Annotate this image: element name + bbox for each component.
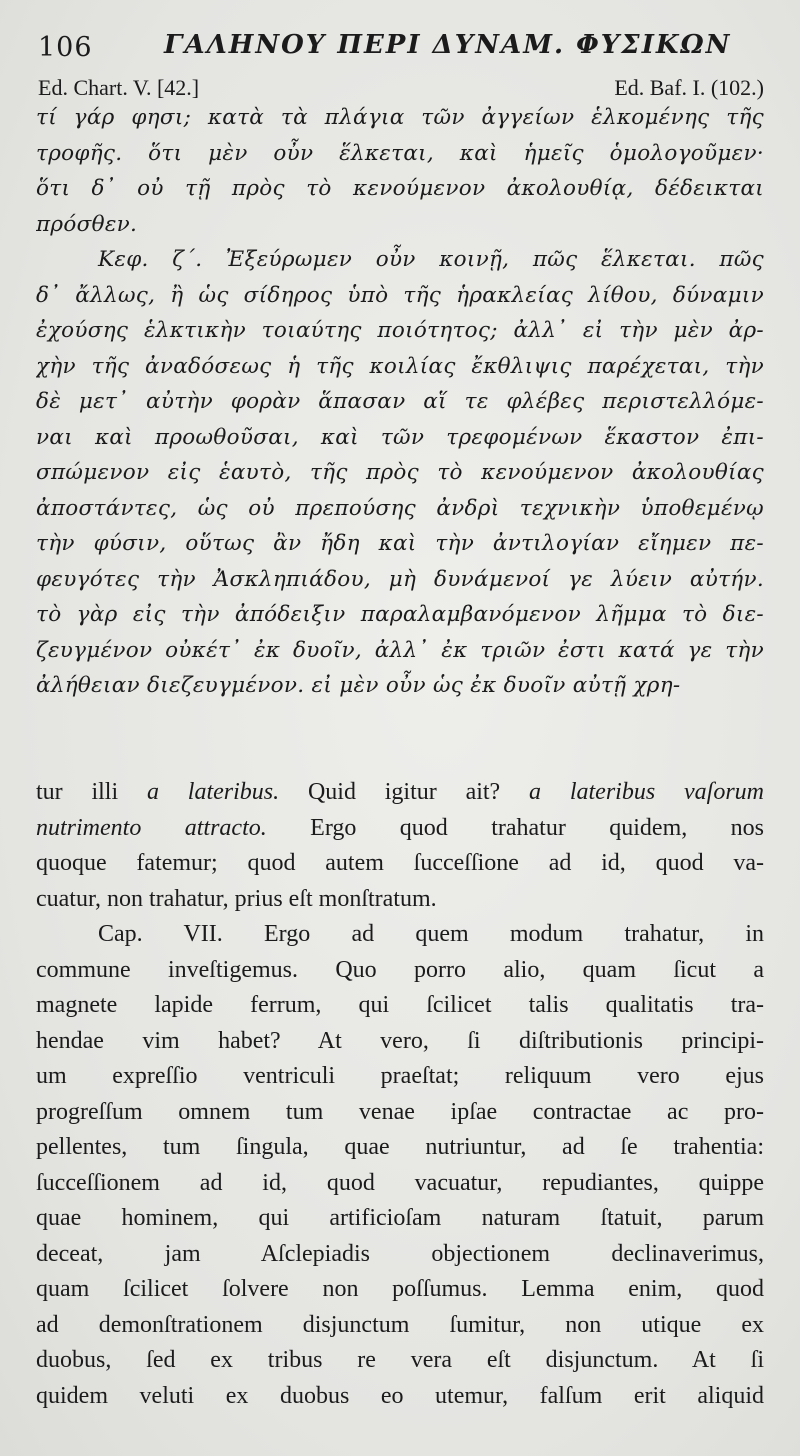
greek-text-line: δ᾽ ἄλλως, ἢ ὡς σίδηρος ὑπὸ τῆς ἡρακλείας λίθου, δύναμιν	[36, 282, 764, 308]
text-run: quae hominem, qui artificioſam naturam ſtatuit, parum	[36, 1205, 764, 1231]
text-run: progreſſum omnem tum venae ipſae contractae ac pro-	[36, 1098, 764, 1125]
italic-text-run: a lateribus vaſorum	[529, 779, 764, 805]
text-run: deceat, jam Aſclepiadis objectionem declinaverimus,	[36, 1240, 764, 1267]
greek-text-line: δὲ μετ᾽ αὐτὴν φορὰν ἅπασαν αἵ τε φλέβες περιστελλόμε-	[36, 389, 764, 414]
greek-text-line: ναι καὶ προωθοῦσαι, καὶ τῶν τρεφομένων ἕκαστον ἐπι-	[36, 424, 764, 450]
greek-text-line: ἀλήθειαν διεζευγμένον. εἰ μὲν οὖν ὡς ἐκ δυοῖν αὐτῇ χρη-	[36, 673, 681, 698]
running-title: ΓΑΛΗΝΟΥ ΠΕΡΙ ΔΥΝΑΜ. ΦΥΣΙΚΩΝ	[164, 30, 732, 60]
text-run: quoque fatemur; quod autem ſucceſſione ad id, quod va-	[36, 850, 764, 876]
greek-text-line: πρόσθεν.	[36, 211, 138, 237]
text-run: Quid igitur ait?	[279, 779, 530, 805]
text-run: um expreſſio ventriculi praeſtat; reliquum vero ejus	[36, 1063, 764, 1089]
latin-text-line	[36, 846, 764, 882]
latin-text-line	[36, 917, 764, 953]
greek-text-line: τὸ γὰρ εἰς τὴν ἀπόδειξιν παραλαμβανόμενον λῆμμα τὸ διε-	[36, 602, 764, 627]
latin-text-line	[36, 1095, 764, 1131]
italic-text-run: nutrimento attracto.	[36, 814, 267, 841]
greek-text-line: ζευγμένον οὐκέτ᾽ ἐκ δυοῖν, ἀλλ᾽ ἐκ τριῶν ἐστι κατά γε τὴν	[36, 637, 764, 663]
greek-text-line: σπώμενον εἰς ἑαυτὸ, τῆς πρὸς τὸ κενούμενον ἀκολουθίας	[36, 460, 764, 485]
latin-text-line	[36, 1272, 764, 1308]
text-run: ad demonſtrationem disjunctum ſumitur, non utique ex	[36, 1311, 764, 1338]
greek-text-line: τὴν φύσιν, οὕτως ἂν ἤδη καὶ τὴν ἀντιλογίαν εἴημεν πε-	[36, 531, 764, 556]
greek-text-line: Κεφ. ζ΄. Ἐξεύρωμεν οὖν κοινῇ, πῶς ἕλκεται. πῶς	[98, 247, 764, 272]
latin-text-line	[36, 1059, 764, 1095]
latin-text-line	[36, 1237, 764, 1273]
greek-text-line: τροφῆς. ὅτι μὲν οὖν ἕλκεται, καὶ ἡμεῖς ὁμολογοῦμεν·	[36, 140, 764, 166]
latin-text-line	[36, 988, 764, 1024]
edition-reference-right: Ed. Baf. I. (102.)	[614, 75, 764, 100]
text-run: ſucceſſionem ad id, quod vacuatur, repudiantes, quippe	[36, 1169, 764, 1196]
latin-text-block	[36, 775, 764, 1414]
text-run: tur illi	[36, 779, 147, 805]
latin-text-line	[36, 1343, 764, 1379]
text-run: quidem veluti ex duobus eo utemur, falſum erit aliquid	[36, 1382, 764, 1409]
latin-text-line	[36, 1024, 764, 1060]
page-number: 106	[38, 32, 93, 63]
text-run: commune inveſtigemus. Quo porro alio, quam ſicut a	[36, 956, 764, 983]
latin-text-line	[36, 811, 764, 847]
text-run: Ergo quod trahatur quidem, nos	[266, 814, 764, 841]
latin-text-line	[36, 953, 764, 989]
text-run: magnete lapide ferrum, qui ſcilicet talis qualitatis tra-	[36, 992, 764, 1018]
text-run: Cap. VII. Ergo ad quem modum trahatur, in	[98, 921, 764, 947]
text-run: cuatur, non trahatur, prius eſt monſtratum.	[36, 885, 437, 912]
greek-text-line: ἐχούσης ἑλκτικὴν τοιαύτης ποιότητος; ἀλλ᾽ εἰ τὴν μὲν ἀρ-	[36, 318, 764, 343]
edition-reference-left: Ed. Chart. V. [42.]	[38, 75, 200, 100]
greek-text-line: ἀποστάντες, ὡς οὐ πρεπούσης ἀνδρὶ τεχνικὴν ὑποθεμένῳ	[36, 495, 764, 521]
greek-text-block	[36, 100, 764, 704]
latin-text-line	[36, 1201, 764, 1237]
latin-text-line	[36, 1379, 764, 1415]
greek-text-line: φευγότες τὴν Ἀσκληπιάδου, μὴ δυνάμενοί γε λύειν αὐτήν.	[36, 566, 764, 592]
latin-text-line	[36, 1130, 764, 1166]
text-run: hendae vim habet? At vero, ſi diſtributionis principi-	[36, 1027, 764, 1054]
latin-text-line	[36, 882, 764, 918]
latin-text-line	[36, 1308, 764, 1344]
greek-text-line: ὅτι δ᾽ οὐ τῇ πρὸς τὸ κενούμενον ἀκολουθίᾳ, δέδεικται	[36, 176, 764, 201]
greek-text-line: τί γάρ φησι; κατὰ τὰ πλάγια τῶν ἀγγείων ἑλκομένης τῆς	[36, 105, 764, 130]
latin-text-line	[36, 775, 764, 811]
text-run: quam ſcilicet ſolvere non poſſumus. Lemma enim, quod	[36, 1276, 764, 1302]
text-run: pellentes, tum ſingula, quae nutriuntur, ad ſe trahentia:	[36, 1134, 764, 1160]
greek-text-line: χὴν τῆς ἀναδόσεως ἡ τῆς κοιλίας ἔκθλιψις παρέχεται, τὴν	[36, 353, 764, 379]
text-run: duobus, ſed ex tribus re vera eſt disjunctum. At ſi	[36, 1347, 764, 1373]
latin-text-line	[36, 1166, 764, 1202]
italic-text-run: a lateribus.	[146, 779, 280, 805]
running-head	[38, 22, 762, 62]
